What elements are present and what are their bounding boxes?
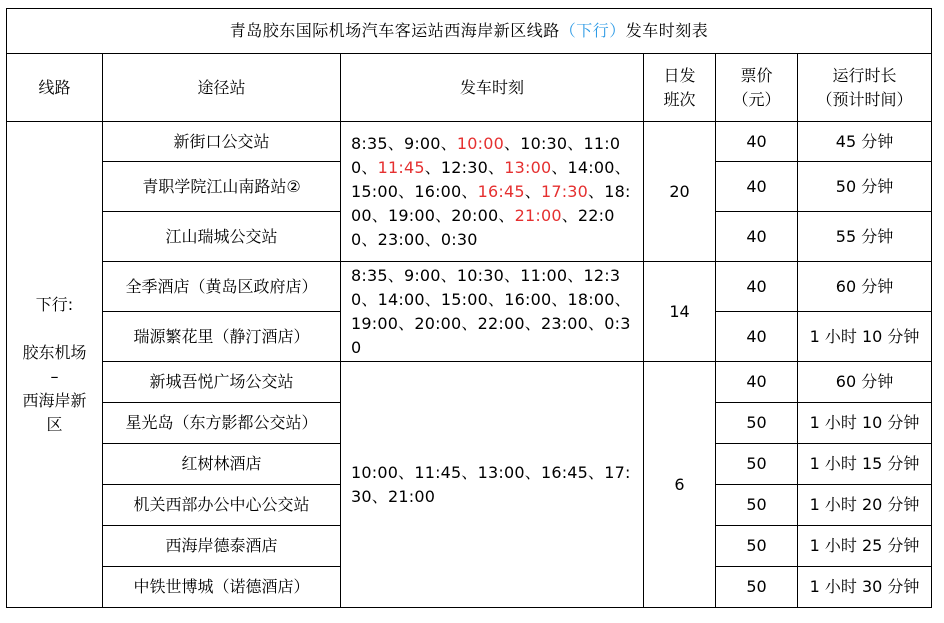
- header-fare-line1: 票价: [740, 65, 773, 85]
- time-separator: 、: [435, 205, 452, 225]
- table-row: [7, 122, 932, 162]
- departure-times: [341, 122, 644, 262]
- time-separator: 、: [614, 157, 631, 177]
- header-duration: [798, 54, 932, 122]
- departure-time: 14:00: [567, 157, 615, 177]
- duration: 1 小时 20 分钟: [798, 485, 932, 526]
- stop-name: 江山瑞城公交站: [103, 212, 341, 262]
- departure-time: 11:45: [377, 157, 425, 177]
- time-separator: 、: [488, 289, 505, 309]
- departure-time: 20:00: [451, 205, 499, 225]
- time-separator: 、: [614, 289, 631, 309]
- departure-time: 0:30: [351, 313, 631, 357]
- time-separator: 、: [524, 313, 541, 333]
- departure-time: 16:00: [504, 289, 552, 309]
- fare: 40: [716, 262, 798, 312]
- duration: 60 分钟: [798, 262, 932, 312]
- time-separator: 、: [488, 157, 505, 177]
- departure-time: 15:00: [440, 289, 489, 309]
- header-daily: [644, 54, 716, 122]
- time-separator: 、: [440, 133, 457, 153]
- time-separator: 、: [371, 486, 388, 506]
- route-direction: 下行:: [35, 294, 74, 314]
- time-separator: 、: [371, 205, 388, 225]
- departure-times: [341, 262, 644, 362]
- departure-time: 10:30: [520, 133, 568, 153]
- title-prefix: 青岛胶东国际机场汽车客运站西海岸新区线路: [229, 21, 560, 40]
- route-cell: [7, 122, 103, 608]
- time-separator: 、: [503, 133, 521, 153]
- route-dash: –: [50, 366, 59, 386]
- stop-name: 西海岸德泰酒店: [103, 526, 341, 567]
- route-origin: 胶东机场: [22, 342, 87, 362]
- fare: 40: [716, 122, 798, 162]
- time-separator: 、: [424, 229, 441, 249]
- departure-time: 9:00: [403, 133, 441, 153]
- departure-time: 22:00: [351, 205, 615, 249]
- time-separator: 、: [461, 181, 478, 201]
- fare: 40: [716, 312, 798, 362]
- departure-time: 8:35: [351, 133, 388, 153]
- time-separator: 、: [440, 265, 457, 285]
- departure-time: 11:00: [520, 265, 568, 285]
- title-suffix: 发车时刻表: [625, 21, 709, 40]
- header-daily-line1: 日发: [663, 65, 696, 85]
- departure-time: 16:45: [477, 181, 525, 201]
- departure-time: 9:00: [403, 265, 441, 285]
- title-direction: （下行）: [559, 21, 626, 40]
- duration: 1 小时 25 分钟: [798, 526, 932, 567]
- departure-time: 14:00: [377, 289, 425, 309]
- time-separator: 、: [387, 133, 404, 153]
- time-separator: 、: [524, 181, 541, 201]
- stop-name: 全季酒店（黄岛区政府店）: [103, 262, 341, 312]
- time-separator: 、: [387, 265, 404, 285]
- departure-time: 13:00: [504, 157, 552, 177]
- stop-name: 机关西部办公中心公交站: [103, 485, 341, 526]
- departure-time: 18:00: [351, 181, 631, 225]
- stop-name: 红树林酒店: [103, 444, 341, 485]
- header-stops: 途径站: [103, 54, 341, 122]
- header-times: 发车时刻: [341, 54, 644, 122]
- daily-count: 6: [644, 362, 716, 608]
- departure-time: 22:00: [477, 313, 525, 333]
- departure-time: 16:00: [414, 181, 462, 201]
- time-separator: 、: [424, 157, 441, 177]
- duration: 60 分钟: [798, 362, 932, 403]
- time-separator: 、: [361, 289, 378, 309]
- stop-name: 青职学院江山南路站②: [103, 162, 341, 212]
- stop-name: 新街口公交站: [103, 122, 341, 162]
- stop-name: 新城吾悦广场公交站: [103, 362, 341, 403]
- header-daily-line2: 班次: [663, 89, 696, 109]
- time-separator: 、: [524, 462, 541, 482]
- table-row: [7, 362, 932, 403]
- stop-name: 星光岛（东方影都公交站）: [103, 403, 341, 444]
- departure-time: 23:00: [377, 229, 425, 249]
- fare: 40: [716, 212, 798, 262]
- fare: 50: [716, 403, 798, 444]
- stop-name: 中铁世博城（诺德酒店）: [103, 567, 341, 608]
- departure-time: 19:00: [387, 205, 436, 225]
- departure-time: 11:45: [414, 462, 462, 482]
- time-separator: 、: [461, 462, 478, 482]
- departure-time: 0:30: [440, 229, 478, 249]
- time-separator: 、: [398, 313, 415, 333]
- time-separator: 、: [461, 313, 478, 333]
- time-separator: 、: [588, 462, 605, 482]
- time-separator: 、: [588, 181, 605, 201]
- duration: 55 分钟: [798, 212, 932, 262]
- fare: 50: [716, 526, 798, 567]
- header-duration-line1: 运行时长: [832, 65, 897, 85]
- stop-name: 瑞源繁花里（静汀酒店）: [103, 312, 341, 362]
- time-separator: 、: [561, 205, 578, 225]
- departure-time: 13:00: [477, 462, 525, 482]
- schedule-table: [6, 8, 932, 608]
- duration: 1 小时 30 分钟: [798, 567, 932, 608]
- departure-time: 10:00: [351, 462, 399, 482]
- table-row: [7, 262, 932, 312]
- daily-count: 14: [644, 262, 716, 362]
- schedule-body: [7, 122, 932, 608]
- header-duration-line2: （预计时间）: [816, 89, 913, 109]
- duration: 45 分钟: [798, 122, 932, 162]
- departure-time: 12:30: [440, 157, 489, 177]
- time-separator: 、: [361, 157, 378, 177]
- time-separator: 、: [567, 133, 584, 153]
- time-separator: 、: [398, 181, 415, 201]
- departure-time: 19:00: [351, 313, 399, 333]
- fare: 40: [716, 362, 798, 403]
- departure-time: 17:30: [351, 462, 631, 506]
- page-title: [7, 9, 932, 54]
- departure-time: 23:00: [540, 313, 589, 333]
- daily-count: 20: [644, 122, 716, 262]
- time-separator: 、: [398, 462, 415, 482]
- route-destination-1: 西海岸新: [22, 390, 87, 410]
- route-destination-2: 区: [46, 414, 63, 434]
- duration: 1 小时 10 分钟: [798, 312, 932, 362]
- departure-time: 20:00: [414, 313, 462, 333]
- departure-time: 18:00: [567, 289, 615, 309]
- duration: 1 小时 10 分钟: [798, 403, 932, 444]
- departure-time: 21:00: [387, 486, 436, 506]
- fare: 40: [716, 162, 798, 212]
- header-fare-line2: （元）: [732, 89, 781, 109]
- departure-time: 21:00: [514, 205, 562, 225]
- time-separator: 、: [551, 157, 568, 177]
- departure-time: 17:30: [540, 181, 589, 201]
- time-separator: 、: [361, 229, 378, 249]
- departure-time: 8:35: [351, 265, 388, 285]
- time-separator: 、: [424, 289, 441, 309]
- header-route: 线路: [7, 54, 103, 122]
- duration: 1 小时 15 分钟: [798, 444, 932, 485]
- time-separator: 、: [498, 205, 515, 225]
- departure-time: 11:00: [351, 133, 621, 177]
- duration: 50 分钟: [798, 162, 932, 212]
- fare: 50: [716, 485, 798, 526]
- time-separator: 、: [567, 265, 584, 285]
- time-separator: 、: [503, 265, 521, 285]
- departure-time: 15:00: [351, 181, 399, 201]
- time-separator: 、: [588, 313, 605, 333]
- fare: 50: [716, 567, 798, 608]
- departure-times: [341, 362, 644, 608]
- departure-time: 16:45: [540, 462, 589, 482]
- departure-time: 10:00: [456, 133, 504, 153]
- fare: 50: [716, 444, 798, 485]
- header-fare: [716, 54, 798, 122]
- departure-time: 12:30: [351, 265, 621, 309]
- departure-time: 10:30: [456, 265, 504, 285]
- time-separator: 、: [551, 289, 568, 309]
